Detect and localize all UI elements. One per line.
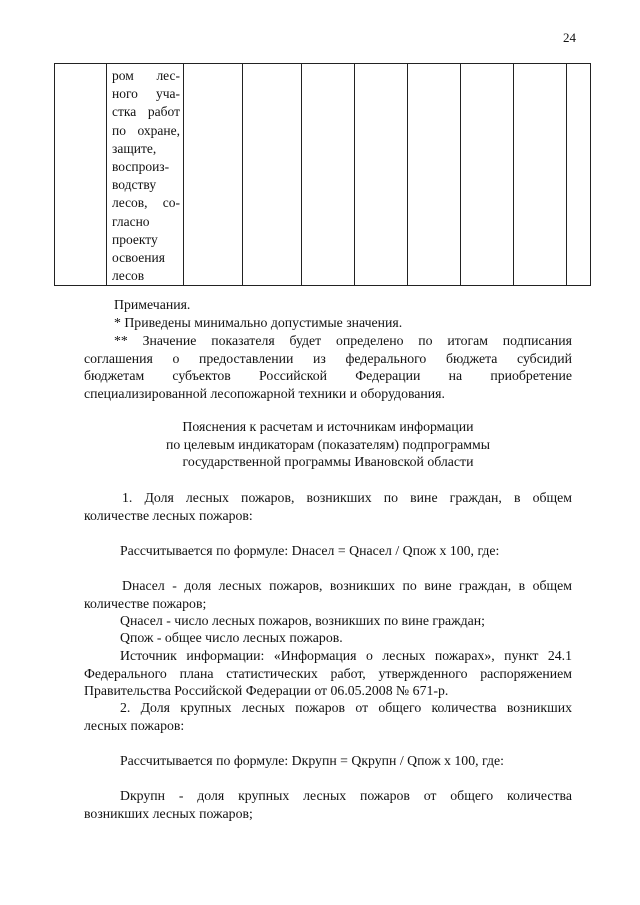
table-cell-empty — [567, 64, 591, 286]
table-cell-line: проекту — [112, 231, 158, 247]
section-1-source-line: Федерального плана статистических работ, утвержденного распоряжением — [84, 665, 572, 681]
table-cell-line: по охране, — [112, 122, 180, 138]
table-fragment — [54, 63, 591, 286]
note-2-line: соглашения о предоставлении из федерального бюджета субсидий — [84, 350, 572, 366]
section-2-title-line: лесных пожаров: — [84, 717, 185, 733]
section-heading — [84, 418, 572, 471]
section-2-definition — [84, 787, 572, 822]
table-cell-description — [107, 64, 184, 286]
note-1: * Приведены минимально допустимые значения. — [114, 315, 403, 330]
heading-line: государственной программы Ивановской области — [182, 454, 474, 469]
table-cell-line: защите, — [112, 140, 157, 156]
table-cell-line: водству — [112, 177, 157, 193]
table-cell-empty — [514, 64, 567, 286]
section-1-source-line: Источник информации: «Информация о лесных пожарах», пункт 24.1 — [120, 648, 572, 663]
table-cell-line: лесов, со- — [112, 195, 180, 211]
heading-line: по целевым индикаторам (показателям) подпрограммы — [166, 436, 490, 452]
page-number: 24 — [563, 30, 576, 45]
table-cell-line: освоения — [112, 250, 165, 266]
section-2-definition-line: Dкрупн - доля крупных лесных пожаров от общего количества — [120, 788, 572, 803]
note-2 — [84, 332, 572, 402]
table-cell-line: стка работ — [112, 104, 180, 120]
table-cell-empty — [461, 64, 514, 286]
table-cell-line: ром лес- — [112, 68, 180, 83]
note-2-line: бюджетам субъектов Российской Федерации на приобретение — [84, 368, 572, 383]
table-cell-empty — [184, 64, 243, 286]
table-cell-empty — [55, 64, 107, 286]
table-cell-line: воспроиз- — [112, 159, 170, 175]
section-1-source-line: Правительства Российской Федерации от 06.05.2008 № 671-р. — [84, 683, 449, 698]
table-cell-empty — [408, 64, 461, 286]
section-1-title-line: 1. Доля лесных пожаров, возникших по вине граждан, в общем — [122, 490, 572, 505]
table-cell-line: лесов — [112, 268, 145, 284]
table-cell-empty — [302, 64, 355, 286]
table-cell-line: ного уча- — [112, 86, 180, 102]
section-1-definition — [84, 577, 572, 612]
table-cell-empty — [355, 64, 408, 286]
notes-title: Примечания. — [114, 297, 191, 312]
section-2-title — [84, 699, 572, 734]
heading-line: Пояснения к расчетам и источникам информации — [182, 419, 474, 434]
section-1-def-3: Qпож - общее число лесных пожаров. — [120, 630, 343, 645]
section-1-title-line: количестве лесных пожаров: — [84, 507, 253, 523]
table-row — [55, 64, 591, 286]
section-1-definition-line: Dнасел - доля лесных пожаров, возникших по вине граждан, в общем — [122, 578, 572, 593]
table-cell-line: гласно — [112, 213, 150, 229]
note-2-line: ** Значение показателя будет определено по итогам подписания — [114, 333, 572, 348]
section-1-title — [84, 489, 572, 524]
section-2-title-line: 2. Доля крупных лесных пожаров от общего количества возникших — [120, 700, 572, 715]
note-2-line: специализированной лесопожарной техники и оборудования. — [84, 385, 445, 401]
section-1-definition-line: количестве пожаров; — [84, 595, 207, 611]
section-1-formula: Рассчитывается по формуле: Dнасел = Qнасел / Qпож х 100, где: — [120, 543, 500, 558]
section-1-source — [84, 647, 572, 700]
section-2-definition-line: возникших лесных пожаров; — [84, 805, 253, 821]
section-1-def-2: Qнасел - число лесных пожаров, возникших по вине граждан; — [120, 613, 485, 628]
table-cell-empty — [243, 64, 302, 286]
section-2-formula: Рассчитывается по формуле: Dкрупн = Qкрупн / Qпож х 100, где: — [120, 753, 504, 768]
